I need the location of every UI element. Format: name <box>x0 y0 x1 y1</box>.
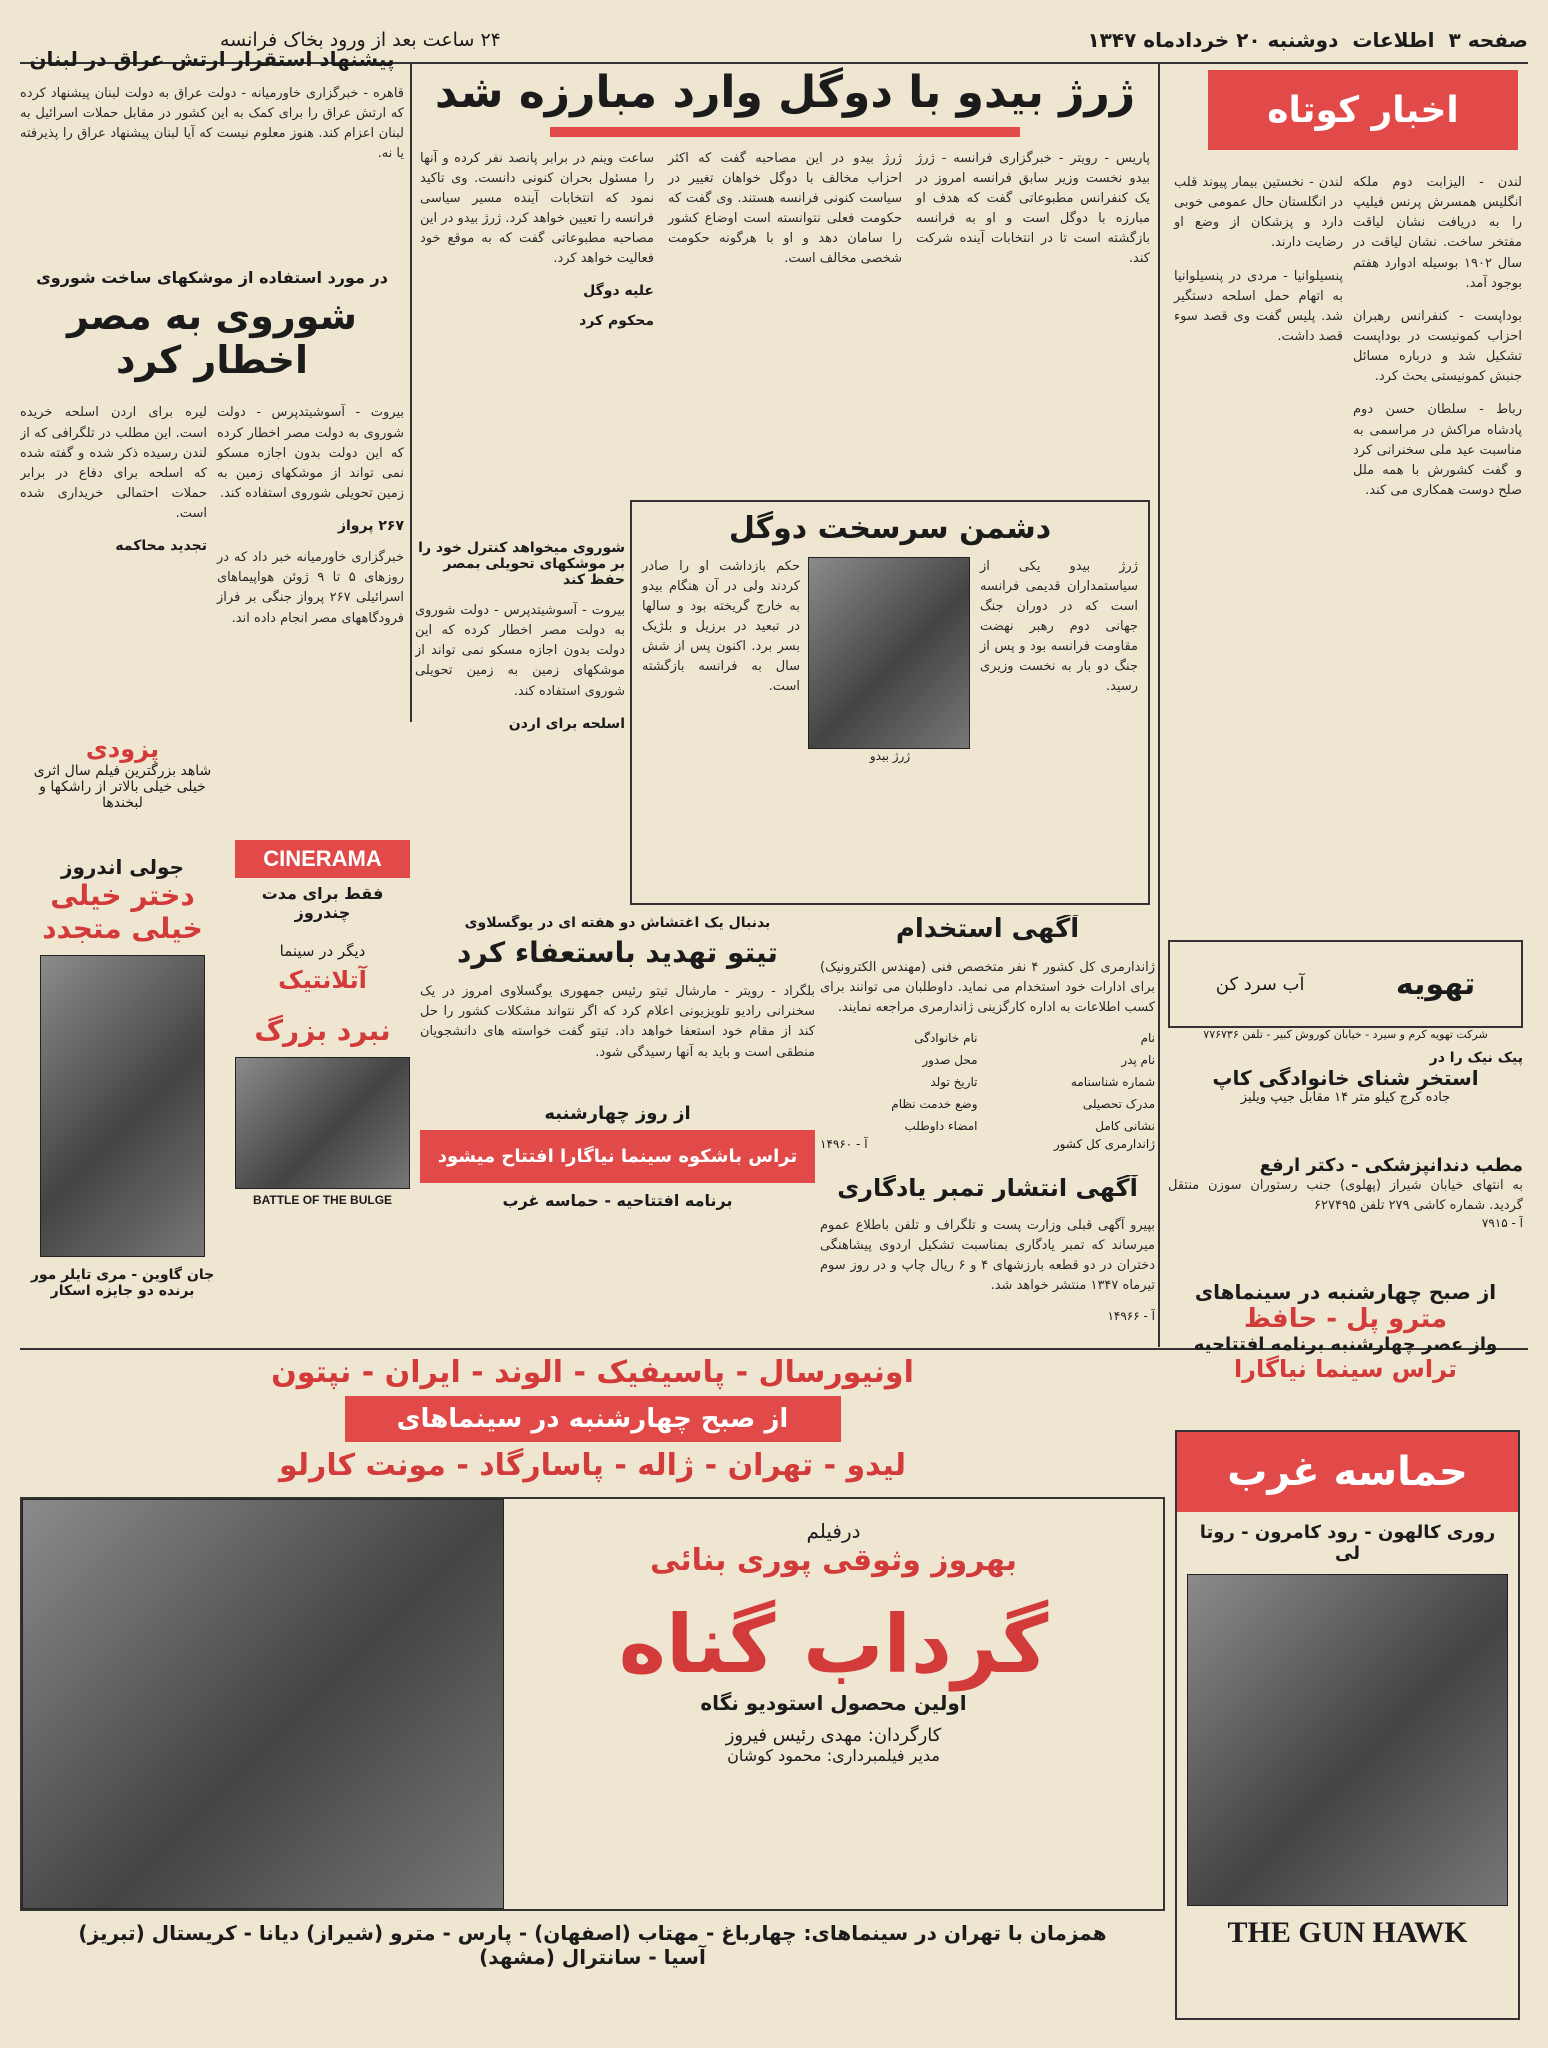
film2-frame <box>20 1497 1165 1911</box>
soviet-subhead: تجدید محاکمه <box>115 538 207 555</box>
soviet-title: شوروی به مصر اخطار کرد <box>67 294 357 382</box>
lead-subhead: علیه دوگل <box>583 283 654 300</box>
form-field: تاریخ تولد <box>930 1075 978 1090</box>
masthead-meta <box>1087 28 1528 52</box>
employment-form <box>820 1031 1155 1133</box>
stamp-code: آ - ۱۴۹۶۶ <box>1107 1309 1155 1324</box>
iraq-body: قاهره - خبرگزاری خاورمیانه - دولت عراق به دولت لبنان پیشنهاد کرده که ارتش عراق را برای کمک به این کشور در مقابل حملات اسرائیل به لبنان اعزام کند. هنوز معلوم نیست که آیا لبنان پیشنهاد عراق را پذیرفته یا نه. <box>20 86 404 162</box>
page-number: صفحه ۳ <box>1448 28 1528 52</box>
form-field: محل صدور <box>922 1053 978 1068</box>
employment-ad <box>820 915 1155 1165</box>
dentist-ad <box>1168 1155 1523 1275</box>
iraq-story <box>20 44 404 259</box>
lead-body: ژرژ بیدو در این مصاحبه گفت که اکثر احزاب مخالف با دوگل خواهان تغییر در سیاست کنونی فرانسه هستند. وی گفت که حکومت فعلی نتوانسته است اوضاع کشور را سامان دهد و او با هرگونه حکومت شخصی مخالف است. <box>668 150 902 267</box>
film2-text <box>504 1499 1163 1909</box>
form-field: شماره شناسنامه <box>1070 1075 1155 1090</box>
cinerama-ad <box>235 840 410 1340</box>
tito-body: بلگراد - رویتر - مارشال تیتو رئیس جمهوری یوگسلاوی امروز در یک سخنرانی رادیو تلویزیونی اعلام کرد که اگر نتواند مشکلات کشور را حل کند از مقام خود استعفا خواهد داد. تیتو گفت خواسته های دانشجویان منطقی است و باید به آنها رسیدگی شود. <box>420 984 815 1060</box>
film2-sub: اولین محصول استودیو نگاه <box>700 1691 967 1715</box>
cin1-names: مترو پل - حافظ <box>1243 1304 1448 1334</box>
tito-story <box>420 915 815 1325</box>
feature-photo <box>808 557 970 749</box>
cooler-ad <box>1168 940 1523 1028</box>
western-stars: روری کالهون - رود کامرون - روتا لی <box>1199 1522 1496 1564</box>
film2-photo <box>22 1499 504 1909</box>
issue-date: دوشنبه ۲۰ خردادماه ۱۳۴۷ <box>1087 28 1339 52</box>
form-field: مدرک تحصیلی <box>1082 1097 1155 1112</box>
film2-pre: درفیلم <box>806 1519 861 1543</box>
short-news-banner <box>1208 70 1518 150</box>
paper-name: اطلاعات <box>1352 28 1435 52</box>
picnic-ad <box>1168 1050 1523 1160</box>
employment-footer <box>820 1137 1155 1151</box>
short-news-item: لندن - الیزابت دوم ملکه انگلیس همسرش پرنس فیلیپ را به دریافت نشان لیاقت مفتخر ساخت. نشان لیاقت در سال ۱۹۰۲ بوسیله ادوارد هفتم بوجود آمد. <box>1353 175 1522 291</box>
employment-title: آگهی استخدام <box>895 915 1080 944</box>
red-rule <box>550 127 1020 137</box>
bottom-cinemas-1: اونیورسال - پاسیفیک - الوند - ایران - نپتون <box>271 1355 914 1390</box>
form-field: نام <box>1140 1031 1155 1046</box>
short-news-item: بوداپست - کنفرانس رهبران احزاب کمونیست در بوداپست تشکیل شد و درباره مسائل جنبش کمونیستی بحث کرد. <box>1353 308 1522 385</box>
metropol-ad <box>1168 1280 1523 1420</box>
pizza-ad <box>20 735 225 855</box>
cinerama-venue: آتلانتیک <box>278 966 367 994</box>
julie-film: دختر خیلی خیلی متجدد <box>42 879 203 945</box>
niagara-sub: برنامه افتتاحیه - حماسه غرب <box>502 1190 733 1210</box>
cinerama-sub2: دیگر در سینما <box>279 942 366 960</box>
cin1-kicker: از صبح چهارشنبه در سینماهای <box>1194 1280 1497 1304</box>
dentist-title: مطب دندانپزشکی - دکتر ارفع <box>1259 1155 1523 1176</box>
bottom-line-1: همزمان با تهران در سینماهای: چهارباغ - مهتاب (اصفهان) - پارس - مترو (شیراز) دیانا - کریستال (تبریز) <box>78 1921 1107 1945</box>
bottom-cinemas-kicker: از صبح چهارشنبه در سینماهای <box>345 1396 841 1442</box>
niagara-kicker: از روز چهارشنبه <box>544 1102 691 1124</box>
soviet-story <box>20 268 404 728</box>
julie-photo <box>40 955 205 1257</box>
bottom-line-2: آسیا - سانترال (مشهد) <box>479 1945 706 1969</box>
tito-kicker: بدنبال یک اغتشاش دو هفته ای در یوگسلاوی <box>464 915 771 931</box>
lead-story <box>420 66 1150 536</box>
soviet-subhead: ۲۶۷ پرواز <box>337 518 404 535</box>
form-field: نام خانوادگی <box>914 1031 978 1046</box>
tito-title: تیتو تهدید باستعفاء کرد <box>457 936 778 969</box>
bulge-title: BATTLE OF THE BULGE <box>252 1193 393 1207</box>
soviet-body: بیروت - آسوشیتدپرس - دولت شوروی به دولت مصر اخطار کرده که این دولت بدون اجازه مسکو نمی تواند از موشکهای زمین به زمین تحویلی شوروی استفاده کند. <box>415 603 625 699</box>
film2-prod: مدیر فیلمبرداری: محمود کوشان <box>727 1746 940 1765</box>
soviet-subhead: اسلحه برای اردن <box>508 715 625 732</box>
stamp-ad <box>820 1175 1155 1345</box>
soviet-kicker: در مورد استفاده از موشکهای ساخت شوروی <box>36 268 388 287</box>
western-poster <box>1175 1430 1520 2020</box>
col-rule-left <box>410 62 412 722</box>
bulge-photo <box>235 1057 410 1189</box>
iraq-title: پیشنهاد استقرار ارتش عراق در لبنان <box>29 47 395 71</box>
picnic-line: جاده کرج کیلو متر ۱۴ مقابل جیپ ویلیز <box>1240 1090 1451 1105</box>
pizza-title: پزودی <box>85 735 160 763</box>
julie-stars: جان گاوین - مری تایلر مور <box>30 1267 215 1283</box>
dentist-body: به انتهای خیابان شیراز (پهلوی) جنب رستوران سوزن منتقل گردید. شماره کاشی ۲۷۹ تلفن ۶۲۷۴۹۵ <box>1168 1178 1523 1214</box>
form-field: امضاء داوطلب <box>904 1119 978 1134</box>
soviet-continued <box>415 540 625 920</box>
soviet-body: بیروت - آسوشیتدپرس - دولت شوروی به دولت مصر اخطار کرده که این دولت بدون اجازه مسکو نمی تواند از موشکهای زمین به زمین تحویلی شوروی استفاده کند. <box>217 405 404 501</box>
julie-oscar: برنده دو جایزه اسکار <box>50 1283 195 1299</box>
julie-ad <box>20 855 225 1345</box>
stamp-title: آگهی انتشار تمبر یادگاری <box>837 1175 1138 1202</box>
cooler-brand: تهویه <box>1395 966 1476 1002</box>
lead-kicker: ۲۴ ساعت بعد از ورود بخاک فرانسه <box>220 29 501 51</box>
feature-box <box>630 500 1150 905</box>
feature-caption: ژرژ بیدو <box>869 748 911 763</box>
julie-name: جولی اندروز <box>60 855 185 879</box>
feature-body: حکم بازداشت او را صادر کردند ولی در آن هنگام بیدو به خارج گریخته بود و سالها در تبعید در برزیل و بلژیک بسر برد. اکنون پس از شش سال به فرانسه بازگشته است. <box>642 558 800 695</box>
cooler-prefix: آب سرد کن <box>1215 973 1305 995</box>
bottom-film-ad <box>20 1355 1165 2025</box>
lead-body: پاریس - رویتر - خبرگزاری فرانسه - ژرژ بیدو نخست وزیر سابق فرانسه امروز در یک کنفرانس مطبوعاتی گفت که هدف او مبارزه با دوگل است و او به فرانسه بازگشته است تا در انتخابات آینده شرکت کند. <box>916 150 1150 267</box>
soviet-subhead: شوروی میخواهد کنترل خود را بر موشکهای تحویلی بمصر حفظ کند <box>418 540 625 588</box>
feature-body: ژرژ بیدو یکی از سیاستمداران قدیمی فرانسه است که در دوران جنگ جهانی دوم رهبر نهضت مقاومت فرانسه بود و پس از جنگ دو بار به نخست وزیری رسید. <box>980 558 1138 695</box>
picnic-line: پیک نیک را در <box>1429 1050 1523 1066</box>
short-news-item: پنسیلوانیا - مردی در پنسیلوانیا به اتهام حمل اسلحه دستگیر شد. پلیس گفت وی قصد سوء قصد داشت. <box>1174 268 1343 344</box>
cinerama-sub: فقط برای مدت چندروز <box>261 884 384 922</box>
short-news-title: اخبار کوتاه <box>1267 89 1459 131</box>
form-field: وضع خدمت نظام <box>891 1097 978 1112</box>
lead-subhead: محکوم کرد <box>579 313 654 330</box>
niagara-banner: تراس باشکوه سینما نیاگارا افتتاح میشود <box>420 1130 815 1183</box>
cinerama-logo: CINERAMA <box>235 840 410 878</box>
soviet-body: لیره برای اردن اسلحه خریده است. این مطلب در تلگرافی که از لندن رسیده ذکر شده و گفته شده که اسلحه برای دفاع در برابر حملات احتمالی خریداری شده است. <box>20 405 207 522</box>
western-poster-title: THE GUN HAWK <box>1227 1916 1468 1949</box>
film2-dir: کارگردان: مهدی رئیس فیروز <box>725 1725 942 1746</box>
film2-title: گرداب گناه <box>618 1598 1049 1691</box>
short-news-item: لندن - نخستین بیمار پیوند قلب در انگلستان حال عمومی خوبی دارد و پزشکان از وضع او رضایت دارند. <box>1174 175 1343 251</box>
dentist-code: آ - ۷۹۱۵ <box>1481 1216 1523 1231</box>
pizza-sub: شاهد بزرگترین فیلم سال اثری خیلی خیلی بالاتر از راشکها و لبخندها <box>33 763 212 811</box>
form-field: نام پدر <box>1121 1053 1155 1068</box>
employment-sign: ژاندارمری کل کشور <box>1053 1137 1155 1152</box>
employment-body: ژاندارمری کل کشور ۴ نفر متخصص فنی (مهندس الکترونیک) برای ادارات خود استخدام می نماید. داوطلبان می توانند برای کسب اطلاعات به اداره کارگزینی ژاندارمری مراجعه نمایند. <box>820 959 1155 1016</box>
feature-title: دشمن سرسخت دوگل <box>728 511 1052 546</box>
lead-body: ساعت وینم در برابر پانصد نفر کرده و آنها را مسئول بحران کنونی دانست. وی تاکید نمود که انتخابات آینده مسیر سیاسی فرانسه را تعیین خواهد کرد. ژرژ بیدو در این مصاحبه مطبوعاتی گفت که به موقع خود فعالیت خواهد کرد. <box>420 150 654 267</box>
picnic-title: استخر شنای خانوادگی کاپ <box>1212 1066 1479 1090</box>
form-field: نشانی کامل <box>1095 1119 1155 1134</box>
western-title: حماسه غرب <box>1177 1432 1518 1512</box>
bottom-cinemas-2: لیدو - تهران - ژاله - پاسارگاد - مونت کارلو <box>278 1448 907 1483</box>
soviet-body: خبرگزاری خاورمیانه خبر داد که در روزهای ۵ تا ۹ ژوئن هواپیماهای اسرائیلی ۲۶۷ پرواز جنگی بر فراز فرودگاههای مصر انجام داده اند. <box>217 550 404 626</box>
cooler-sub: شرکت تهویه کرم و سیرد - خیابان کوروش کبیر - تلفن ۷۷۶۷۳۶ <box>1203 1028 1488 1041</box>
cin1-line: واز عصر چهارشنبه برنامه افتتاحیه <box>1193 1334 1498 1355</box>
col-rule-right <box>1158 62 1160 1347</box>
lead-title: ژرژ بیدو با دوگل وارد مبارزه شد <box>434 67 1136 118</box>
stamp-body: بپیرو آگهی قبلی وزارت پست و تلگراف و تلفن باطلاع عموم میرساند که تمبر یادگاری بمناسبت تشکیل اردوی پیشاهنگی دختران در دو قطعه بارزشهای ۴ و ۶ ریال چاپ و در روز سوم تیرماه ۱۳۴۷ منتشر خواهد شد. <box>820 1217 1155 1294</box>
bulge-fa-title: نبرد بزرگ <box>254 1014 391 1047</box>
short-news-item: رباط - سلطان حسن دوم پادشاه مراکش در مراسمی به مناسبت عید ملی سخنرانی کرد و گفت کشورش با همه ملل صلح دوست همکاری می کند. <box>1353 402 1522 498</box>
cin1-venue: تراس سینما نیاگارا <box>1233 1355 1458 1383</box>
film2-stars: بهروز وثوقی پوری بنائی <box>650 1543 1017 1578</box>
western-photo <box>1187 1574 1508 1906</box>
employment-code: آ - ۱۴۹۶۰ <box>820 1137 868 1152</box>
